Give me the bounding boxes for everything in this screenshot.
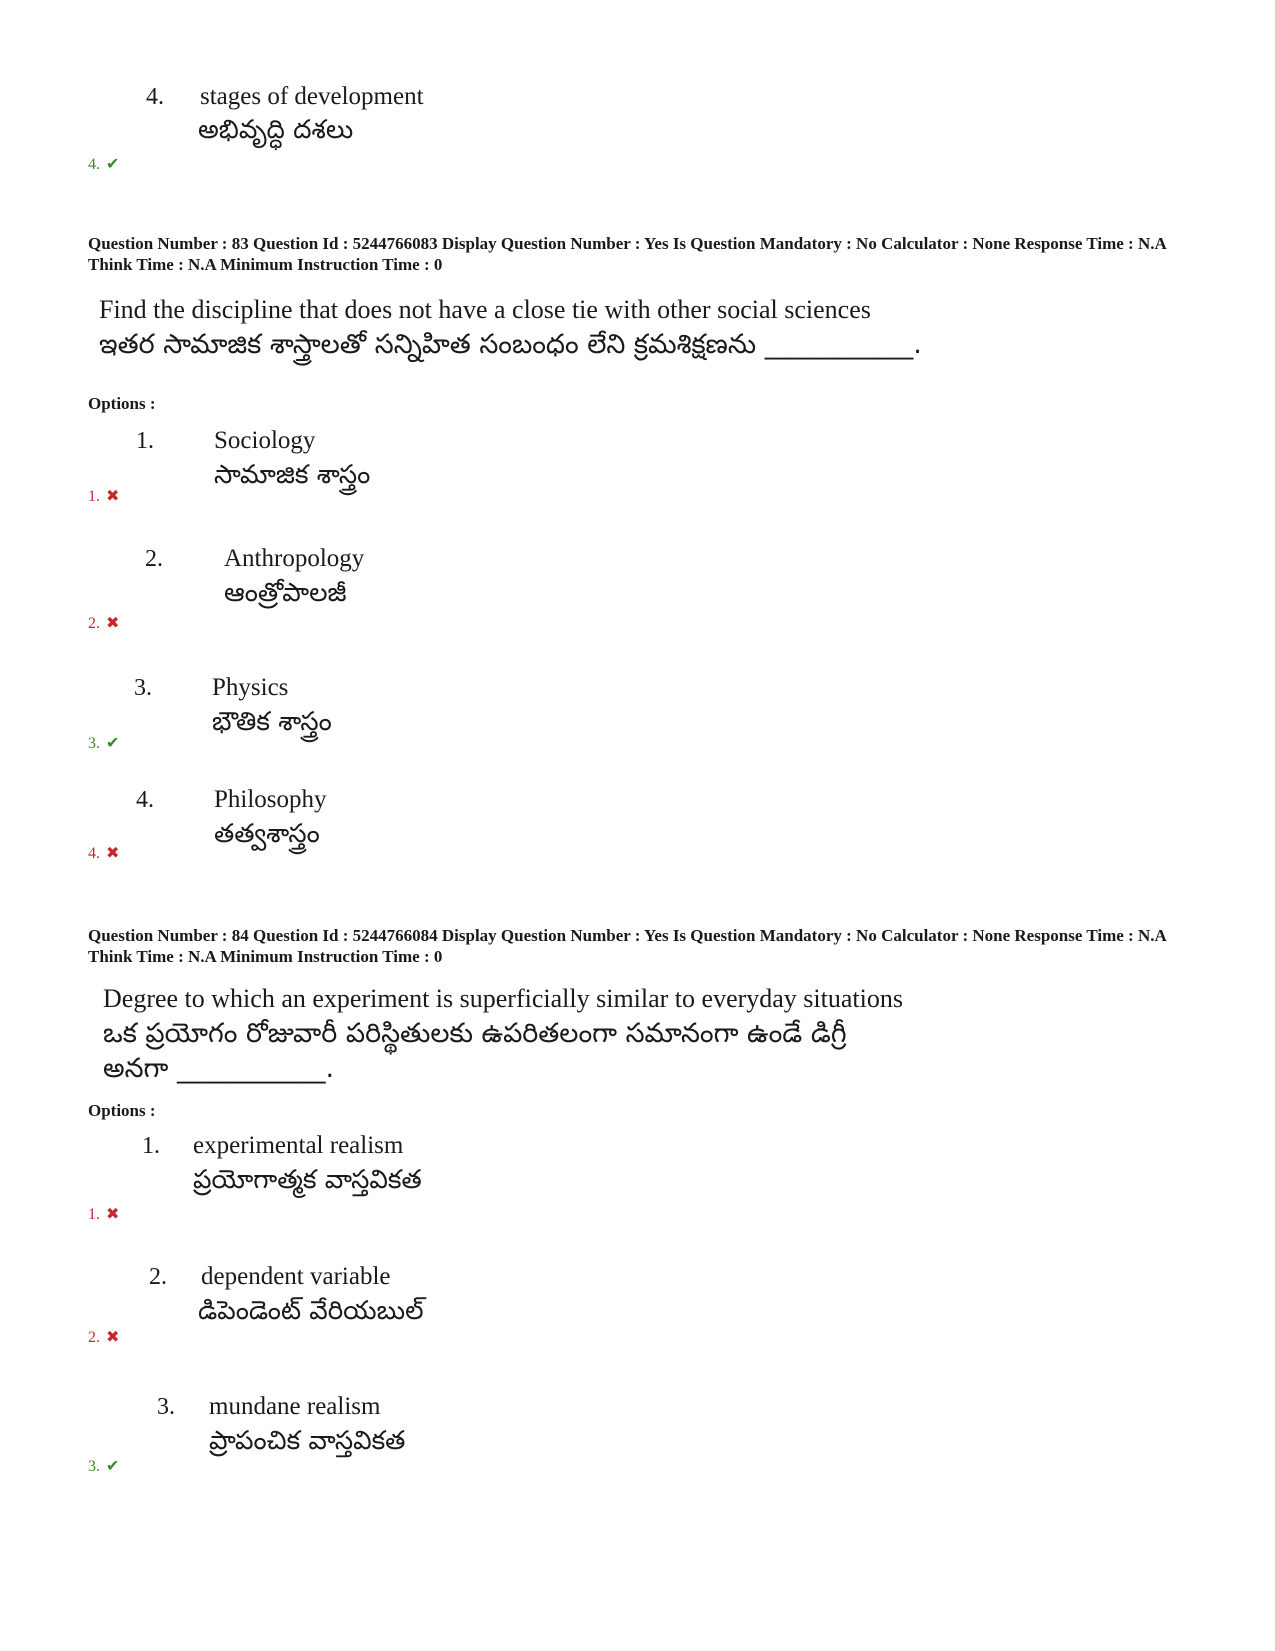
cross-mark-icon: ✖: [106, 843, 120, 862]
option-text-en: Philosophy: [214, 786, 327, 813]
option-number: 4.: [146, 84, 164, 110]
options-label: Options :: [88, 394, 156, 413]
option-text-te: భౌతిక శాస్త్రం: [212, 707, 332, 737]
answer-marker: 3. ✔: [88, 1456, 120, 1475]
option-text-en: experimental realism: [193, 1132, 404, 1159]
question-stem-te-line-2: అనగా ___________.: [103, 1053, 335, 1084]
option-text-te: ప్రయోగాత్మక వాస్తవికత: [193, 1165, 422, 1195]
option-text-en: Physics: [212, 674, 289, 701]
question-stem-en: Find the discipline that does not have a close tie with other social sciences: [99, 295, 871, 324]
question-meta: Question Number : 84 Question Id : 5244766084 Display Question Number : Yes Is Question Mandatory : No Calculator : None Response Time : N.A Think Time : N.A Minimum Instruction Time : 0: [88, 926, 1166, 966]
answer-marker: 4. ✔: [88, 154, 120, 173]
check-mark-icon: ✔: [106, 154, 120, 173]
option-number: 3.: [157, 1394, 175, 1420]
option-text-en: Sociology: [214, 427, 316, 454]
option-number: 1.: [136, 428, 154, 454]
option-text-en: dependent variable: [201, 1263, 391, 1290]
option-text-te: తత్వశాస్త్రం: [214, 819, 320, 849]
answer-marker: 4. ✖: [88, 843, 120, 862]
option-text-te: ప్రాపంచిక వాస్తవికత: [209, 1426, 406, 1456]
answer-marker: 2. ✖: [88, 613, 120, 632]
question-stem-en: Degree to which an experiment is superficially similar to everyday situations: [103, 984, 903, 1013]
option-text-te: సామాజిక శాస్త్రం: [214, 460, 371, 490]
option-number: 3.: [134, 675, 152, 701]
cross-mark-icon: ✖: [106, 1327, 120, 1346]
answer-marker: 1. ✖: [88, 1204, 120, 1223]
cross-mark-icon: ✖: [106, 486, 120, 505]
check-mark-icon: ✔: [106, 1456, 120, 1475]
question-stem-te-line-1: ఒక ప్రయోగం రోజువారీ పరిస్థితులకు ఉపరితలంగా సమానంగా ఉండే డిగ్రీ: [103, 1018, 847, 1049]
option-text-te: అభివృద్ధి దశలు: [198, 115, 354, 145]
option-number: 4.: [136, 787, 154, 813]
options-label: Options :: [88, 1101, 156, 1120]
answer-marker: 3. ✔: [88, 733, 120, 752]
option-text-en: mundane realism: [209, 1393, 381, 1420]
option-number: 2.: [145, 546, 163, 572]
cross-mark-icon: ✖: [106, 613, 120, 632]
check-mark-icon: ✔: [106, 733, 120, 752]
question-meta: Question Number : 83 Question Id : 5244766083 Display Question Number : Yes Is Question Mandatory : No Calculator : None Response Time : N.A Think Time : N.A Minimum Instruction Time : 0: [88, 234, 1166, 274]
option-text-te: డిపెండెంట్ వేరియబుల్: [198, 1296, 424, 1326]
question-stem-te: ఇతర సామాజిక శాస్త్రాలతో సన్నిహిత సంబంధం లేని క్రమశిక్షణను ___________.: [99, 329, 922, 360]
cross-mark-icon: ✖: [106, 1204, 120, 1223]
answer-marker: 1. ✖: [88, 486, 120, 505]
option-text-te: ఆంత్రోపాలజీ: [224, 578, 347, 608]
answer-marker: 2. ✖: [88, 1327, 120, 1346]
option-number: 2.: [149, 1264, 167, 1290]
option-text-en: Anthropology: [224, 545, 365, 572]
option-text-en: stages of development: [200, 83, 424, 110]
option-number: 1.: [142, 1133, 160, 1159]
